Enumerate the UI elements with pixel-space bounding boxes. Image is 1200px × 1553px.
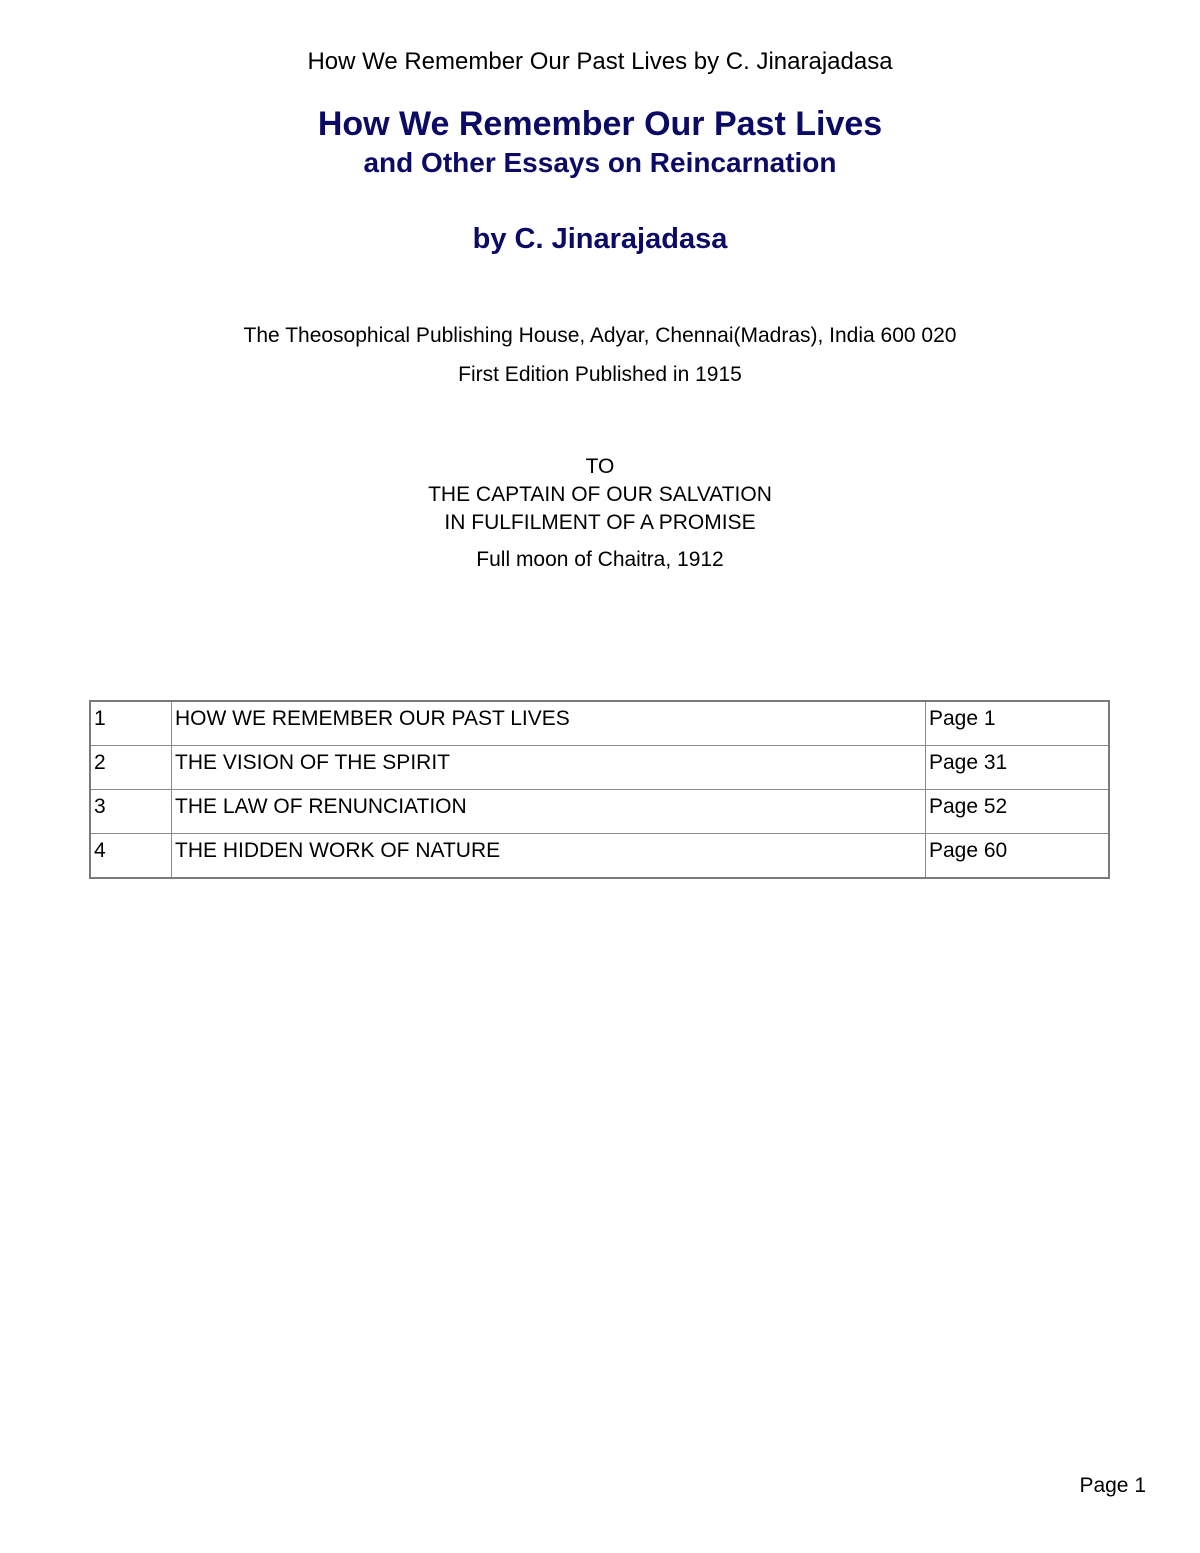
dedication-line: THE CAPTAIN OF OUR SALVATION [428,483,772,506]
table-of-contents [89,700,1110,879]
table-row [90,834,1109,879]
dedication-line: IN FULFILMENT OF A PROMISE [444,511,756,534]
publisher-line: The Theosophical Publishing House, Adyar, Chennai(Madras), India 600 020 [243,324,957,347]
toc-chapter-title: HOW WE REMEMBER OUR PAST LIVES [172,701,926,746]
table-row [90,790,1109,834]
toc-page: Page 60 [926,834,1110,879]
dedication [0,453,1200,537]
dedication-line: TO [585,455,615,478]
table-row [90,746,1109,790]
toc-number: 2 [90,746,172,790]
dedication-date: Full moon of Chaitra, 1912 [476,548,724,571]
toc-number: 3 [90,790,172,834]
book-title: How We Remember Our Past Lives [317,105,883,143]
book-subtitle: and Other Essays on Reincarnation [363,147,837,178]
toc-page: Page 52 [926,790,1110,834]
page-number: Page 1 [1079,1474,1146,1497]
toc-page: Page 1 [926,701,1110,746]
table-row [90,701,1109,746]
toc-chapter-title: THE HIDDEN WORK OF NATURE [172,834,926,879]
toc-chapter-title: THE LAW OF RENUNCIATION [172,790,926,834]
edition-line: First Edition Published in 1915 [458,363,742,386]
running-header: How We Remember Our Past Lives by C. Jinarajadasa [307,48,893,75]
toc-number: 1 [90,701,172,746]
book-author: by C. Jinarajadasa [472,223,728,255]
toc-page: Page 31 [926,746,1110,790]
toc-chapter-title: THE VISION OF THE SPIRIT [172,746,926,790]
toc-number: 4 [90,834,172,879]
